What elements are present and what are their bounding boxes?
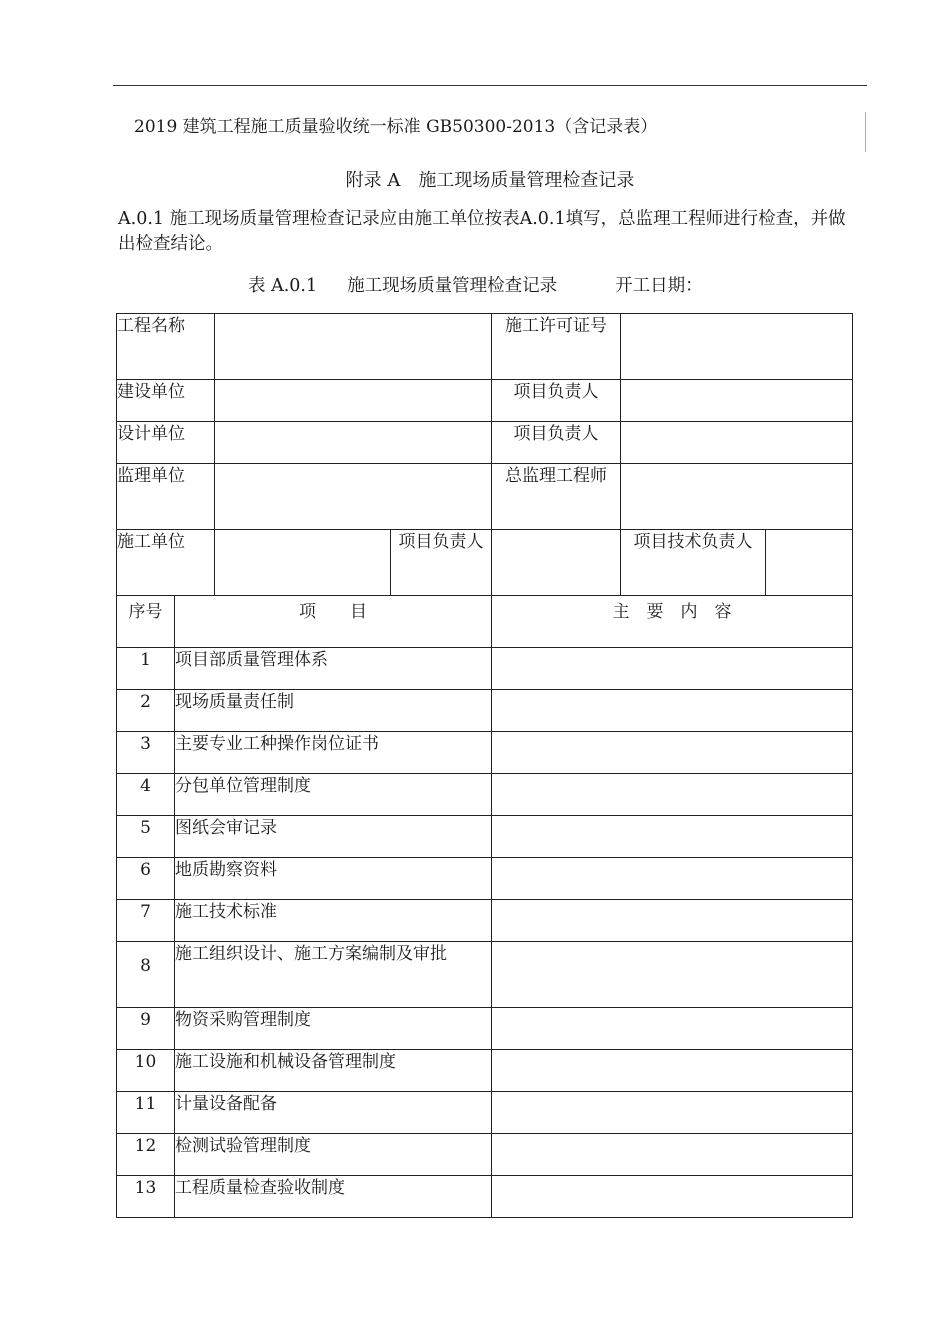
col-header-item: 项 目	[175, 596, 492, 648]
project-lead-label-2: 项目负责人	[492, 422, 621, 464]
table-number: 表 A.0.1	[248, 276, 318, 296]
form-row-supervision	[117, 464, 853, 530]
row-content-field[interactable]	[492, 1008, 853, 1050]
table-row	[117, 1050, 853, 1092]
appendix-heading: 附录 A 施工现场质量管理检查记录	[345, 170, 635, 191]
table-row	[117, 648, 853, 690]
row-content-field[interactable]	[492, 858, 853, 900]
row-content-field[interactable]	[492, 942, 853, 1008]
supervision-unit-field[interactable]	[215, 464, 492, 530]
row-number: 12	[117, 1134, 175, 1176]
form-row-design	[117, 422, 853, 464]
row-number: 3	[117, 732, 175, 774]
project-name-field[interactable]	[215, 314, 492, 380]
project-lead-field-1[interactable]	[621, 380, 853, 422]
table-row	[117, 690, 853, 732]
header-rule	[113, 85, 867, 86]
row-item: 计量设备配备	[175, 1092, 492, 1134]
permit-no-label: 施工许可证号	[492, 314, 621, 380]
contractor-unit-field[interactable]	[215, 530, 391, 596]
row-content-field[interactable]	[492, 816, 853, 858]
row-item: 施工技术标准	[175, 900, 492, 942]
row-item: 施工组织设计、施工方案编制及审批	[175, 942, 492, 1008]
project-lead-field-3[interactable]	[492, 530, 621, 596]
construction-unit-label: 建设单位	[117, 380, 215, 422]
margin-rule	[865, 112, 866, 152]
row-number: 8	[117, 942, 175, 1008]
row-item: 图纸会审记录	[175, 816, 492, 858]
supervision-unit-label: 监理单位	[117, 464, 215, 530]
construction-unit-field[interactable]	[215, 380, 492, 422]
row-item: 分包单位管理制度	[175, 774, 492, 816]
chief-supervisor-field[interactable]	[621, 464, 853, 530]
row-number: 10	[117, 1050, 175, 1092]
table-row	[117, 816, 853, 858]
inspection-record-table	[116, 313, 853, 1218]
row-number: 7	[117, 900, 175, 942]
row-content-field[interactable]	[492, 1134, 853, 1176]
table-row	[117, 732, 853, 774]
table-row	[117, 774, 853, 816]
row-content-field[interactable]	[492, 1176, 853, 1218]
table-row	[117, 1092, 853, 1134]
contractor-unit-label: 施工单位	[117, 530, 215, 596]
table-row	[117, 1008, 853, 1050]
project-name-label: 工程名称	[117, 314, 215, 380]
chief-supervisor-label: 总监理工程师	[492, 464, 621, 530]
intro-paragraph: A.0.1 施工现场质量管理检查记录应由施工单位按表A.0.1填写，总监理工程师进行检查，并做出检查结论。	[118, 209, 846, 254]
form-row-project	[117, 314, 853, 380]
row-item: 物资采购管理制度	[175, 1008, 492, 1050]
table-row	[117, 858, 853, 900]
table-row	[117, 1176, 853, 1218]
form-row-contractor	[117, 530, 853, 596]
row-item: 工程质量检查验收制度	[175, 1176, 492, 1218]
table-row	[117, 900, 853, 942]
row-number: 5	[117, 816, 175, 858]
table-caption	[248, 272, 703, 297]
design-unit-field[interactable]	[215, 422, 492, 464]
row-content-field[interactable]	[492, 900, 853, 942]
row-content-field[interactable]	[492, 1092, 853, 1134]
document-title: 2019 建筑工程施工质量验收统一标准 GB50300-2013（含记录表）	[134, 117, 658, 137]
row-number: 9	[117, 1008, 175, 1050]
row-number: 2	[117, 690, 175, 732]
table-row	[117, 942, 853, 1008]
project-lead-label-3: 项目负责人	[391, 530, 492, 596]
row-content-field[interactable]	[492, 1050, 853, 1092]
row-item: 现场质量责任制	[175, 690, 492, 732]
col-header-no: 序号	[117, 596, 175, 648]
row-number: 4	[117, 774, 175, 816]
project-lead-label-1: 项目负责人	[492, 380, 621, 422]
row-item: 施工设施和机械设备管理制度	[175, 1050, 492, 1092]
form-row-construction	[117, 380, 853, 422]
row-number: 13	[117, 1176, 175, 1218]
row-item: 主要专业工种操作岗位证书	[175, 732, 492, 774]
start-date-label: 开工日期：	[615, 276, 703, 296]
col-header-content: 主 要 内 容	[492, 596, 853, 648]
project-lead-field-2[interactable]	[621, 422, 853, 464]
design-unit-label: 设计单位	[117, 422, 215, 464]
row-number: 1	[117, 648, 175, 690]
row-content-field[interactable]	[492, 648, 853, 690]
row-content-field[interactable]	[492, 774, 853, 816]
tech-lead-label: 项目技术负责人	[621, 530, 766, 596]
row-content-field[interactable]	[492, 732, 853, 774]
row-number: 6	[117, 858, 175, 900]
table-header-row	[117, 596, 853, 648]
tech-lead-field[interactable]	[766, 530, 853, 596]
row-number: 11	[117, 1092, 175, 1134]
row-item: 项目部质量管理体系	[175, 648, 492, 690]
table-row	[117, 1134, 853, 1176]
table-title: 施工现场质量管理检查记录	[347, 276, 558, 296]
row-item: 地质勘察资料	[175, 858, 492, 900]
row-content-field[interactable]	[492, 690, 853, 732]
row-item: 检测试验管理制度	[175, 1134, 492, 1176]
permit-no-field[interactable]	[621, 314, 853, 380]
